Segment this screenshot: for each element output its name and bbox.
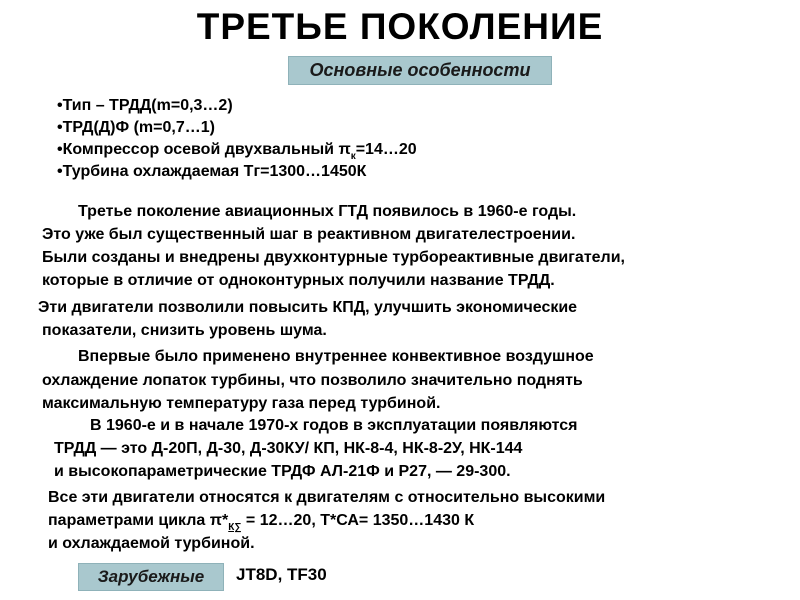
page-title: ТРЕТЬЕ ПОКОЛЕНИЕ — [196, 6, 604, 47]
text-line: Это уже был существенный шаг в реактивном двигателестроении. — [42, 226, 576, 243]
subscript: к — [350, 151, 356, 162]
text-line: и охлаждаемой турбиной. — [48, 535, 255, 552]
text-line: Были созданы и внедрены двухконтурные турбореактивные двигатели, — [42, 249, 625, 266]
text-line — [48, 509, 474, 534]
text-line: Эти двигатели позволили повысить КПД, улучшить экономические — [38, 299, 578, 316]
list-item-text: •Компрессор осевой двухвальный π — [57, 141, 351, 158]
foreign-engines-value: JT8D, TF30 — [236, 565, 327, 584]
text-line: В 1960-е и в начале 1970-х годов в эксплуатации появляются — [90, 417, 578, 434]
text-line: показатели, снизить уровень шума. — [42, 322, 327, 339]
text-segment: параметрами цикла π* — [48, 512, 229, 529]
list-item: •Турбина охлаждаемая Тг=1300…1450К — [57, 163, 367, 180]
subscript: К∑ — [228, 522, 242, 533]
text-line: Впервые было применено внутреннее конвективное воздушное — [78, 348, 594, 365]
list-item-text: =14…20 — [355, 141, 417, 158]
text-line: Все эти двигатели относятся к двигателям с относительно высокими — [48, 489, 606, 506]
list-item: •ТРД(Д)Ф (m=0,7…1) — [57, 119, 215, 136]
text-line: охлаждение лопаток турбины, что позволило значительно поднять — [42, 372, 583, 389]
list-item: •Тип – ТРДД(m=0,3…2) — [57, 97, 233, 114]
text-line: которые в отличие от одноконтурных получили название ТРДД. — [42, 272, 555, 289]
list-item — [57, 139, 417, 161]
text-line: максимальную температуру газа перед турбиной. — [42, 395, 441, 412]
foreign-label-box: Зарубежные — [78, 563, 224, 591]
features-list — [57, 95, 417, 183]
text-line: и высокопараметрические ТРДФ АЛ-21Ф и Р27, — 29-300. — [54, 463, 511, 480]
text-line: ТРДД — это Д-20П, Д-30, Д-30КУ/ КП, НК-8-4, НК-8-2У, НК-144 — [54, 440, 523, 457]
text-line: Третье поколение авиационных ГТД появилось в 1960-е годы. — [78, 203, 577, 220]
text-segment: = 12…20, Т*СА= 1350…1430 К — [241, 512, 475, 529]
features-label-box: Основные особенности — [288, 56, 552, 85]
